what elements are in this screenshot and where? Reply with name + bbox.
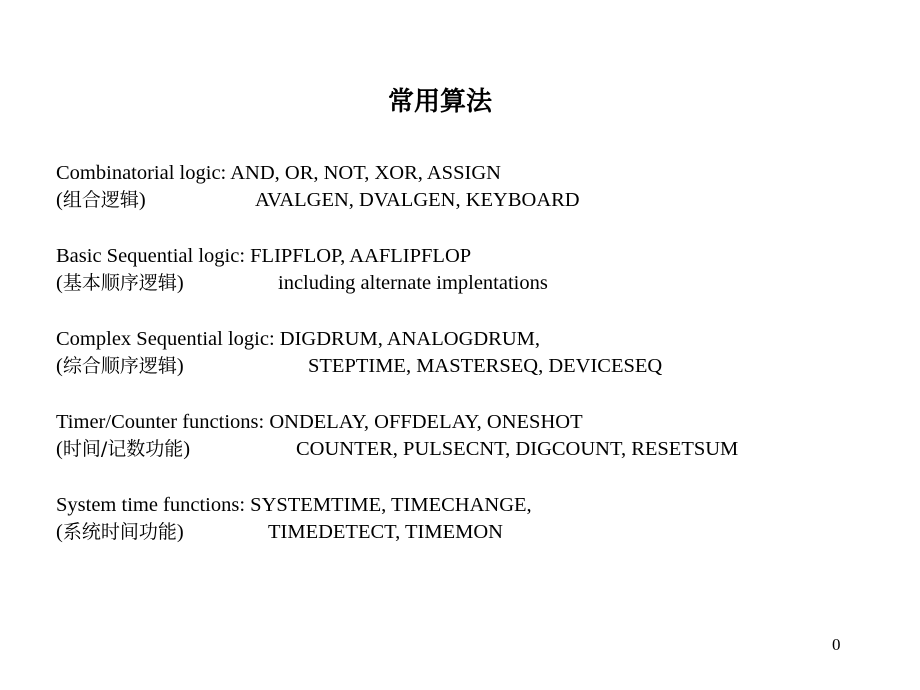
section-continuation-timer-counter: COUNTER, PULSECNT, DIGCOUNT, RESETSUM (296, 438, 739, 460)
section-heading-timer-counter: Timer/Counter functions: ONDELAY, OFFDELAY, ONESHOT (56, 411, 583, 433)
cn-label: 基本顺序逻辑 (62, 272, 177, 294)
paren-close: ) (176, 355, 184, 377)
section-continuation-complex-sequential: STEPTIME, MASTERSEQ, DEVICESEQ (308, 355, 663, 377)
section-cn-label-combinatorial (56, 187, 146, 213)
cn-label: 组合逻辑 (62, 189, 139, 211)
section-cn-label-complex-sequential (56, 353, 184, 379)
section-continuation-system-time: TIMEDETECT, TIMEMON (268, 521, 503, 543)
paren-open: ( (56, 521, 63, 543)
paren-close: ) (176, 521, 184, 543)
section-continuation-combinatorial: AVALGEN, DVALGEN, KEYBOARD (255, 189, 580, 211)
cn-label: 综合顺序逻辑 (62, 355, 177, 377)
section-heading-complex-sequential: Complex Sequential logic: DIGDRUM, ANALOGDRUM, (56, 328, 541, 350)
section-cn-label-basic-sequential (56, 270, 184, 296)
paren-close: ) (183, 438, 191, 460)
paren-close: ) (176, 272, 184, 294)
cn-label: 时间/记数功能 (62, 438, 184, 460)
paren-open: ( (56, 438, 63, 460)
page-number: 0 (832, 635, 841, 654)
paren-open: ( (56, 272, 63, 294)
slide-title: 常用算法 (387, 87, 492, 117)
paren-open: ( (56, 189, 63, 211)
section-heading-system-time: System time functions: SYSTEMTIME, TIMECHANGE, (56, 494, 532, 516)
section-continuation-basic-sequential: including alternate implentations (278, 272, 548, 294)
section-cn-label-timer-counter (56, 436, 190, 462)
paren-open: ( (56, 355, 63, 377)
section-heading-basic-sequential: Basic Sequential logic: FLIPFLOP, AAFLIPFLOP (56, 245, 472, 267)
paren-close: ) (138, 189, 146, 211)
cn-label: 系统时间功能 (62, 521, 177, 543)
section-cn-label-system-time (56, 519, 184, 545)
section-heading-combinatorial: Combinatorial logic: AND, OR, NOT, XOR, ASSIGN (56, 162, 501, 184)
